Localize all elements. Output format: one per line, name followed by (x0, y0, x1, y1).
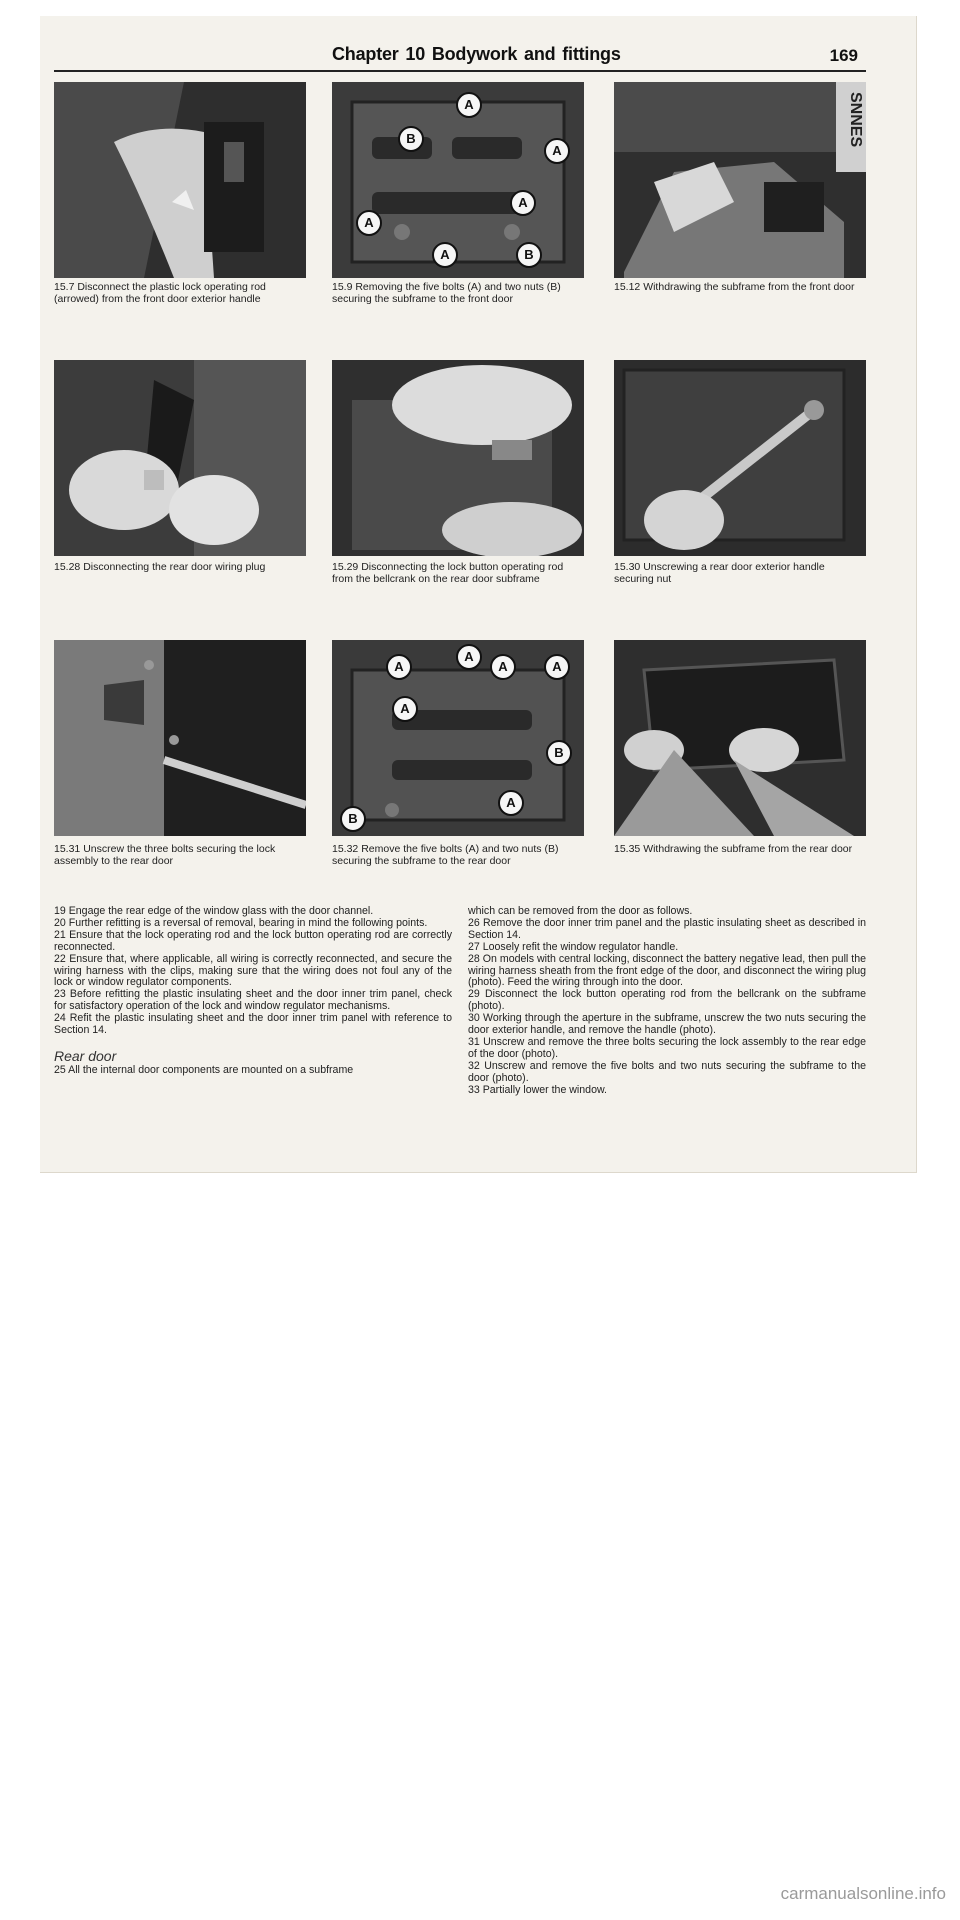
photo-15-32 (332, 640, 584, 836)
door-sticker-text: SNNES (847, 92, 864, 148)
watermark: carmanualsonline.info (780, 1884, 946, 1903)
photo-15-9 (332, 82, 584, 278)
paragraph: 33 Partially lower the window. (468, 1083, 607, 1096)
page-header (54, 40, 866, 72)
photo-15-31 (54, 640, 306, 836)
photo-caption: 15.28 Disconnecting the rear door wiring plug (54, 561, 266, 573)
callout-a: A (498, 790, 524, 816)
paragraph: 32 Unscrew and remove the five bolts and two nuts securing the subframe to the door (photo). (468, 1059, 866, 1084)
paragraph: 28 On models with central locking, disconnect the battery negative lead, then pull the wiring harness sheath from the front edge of the door, and disconnect the wiring plug (photo). Feed the wiring through into the door. (468, 952, 866, 989)
photo-caption: 15.35 Withdrawing the subframe from the rear door (614, 843, 853, 855)
photo-15-28 (54, 360, 306, 556)
callout-a: A (386, 654, 412, 680)
body-column-right (468, 906, 866, 1097)
paragraph: 23 Before refitting the plastic insulating sheet and the door inner trim panel, check for satisfactory operation of the lock and window regulator mechanisms. (54, 988, 452, 1013)
photo-caption: 15.12 Withdrawing the subframe from the front door (614, 281, 855, 293)
photo-caption: 15.7 Disconnect the plastic lock operating rod (arrowed) from the front door exterior handle (54, 281, 266, 305)
photo-caption: 15.31 Unscrew the three bolts securing the lock assembly to the rear door (54, 843, 276, 867)
paragraph: 21 Ensure that the lock operating rod and the lock button operating rod are correctly reconnected. (54, 928, 452, 953)
paragraph: 24 Refit the plastic insulating sheet and the door inner trim panel with reference to Section 14. (54, 1012, 452, 1037)
photo-caption: 15.29 Disconnecting the lock button operating rod from the bellcrank on the rear door subframe (332, 561, 564, 585)
callout-a: A (456, 644, 482, 670)
photo-15-35 (614, 640, 866, 836)
callout-a: A (432, 242, 458, 268)
paragraph: 31 Unscrew and remove the three bolts securing the lock assembly to the rear edge of the door (photo). (468, 1035, 866, 1060)
callout-a: A (544, 654, 570, 680)
callout-a: A (356, 210, 382, 236)
callout-a: A (456, 92, 482, 118)
photo-15-30 (614, 360, 866, 556)
callout-b: B (516, 242, 542, 268)
photo-caption: 15.9 Removing the five bolts (A) and two nuts (B) securing the subframe to the front door (332, 281, 561, 305)
callout-b: B (340, 806, 366, 832)
paragraph: 22 Ensure that, where applicable, all wiring is correctly reconnected, and secure the wiring harness with the clips, making sure that the wiring does not foul any of the lock or window regulator components. (54, 952, 452, 989)
body-column-left (54, 906, 452, 1077)
paragraph: 27 Loosely refit the window regulator handle. (468, 940, 679, 953)
callout-a: A (490, 654, 516, 680)
photo-15-29 (332, 360, 584, 556)
photo-15-12 (614, 82, 866, 278)
photo-15-7 (54, 82, 306, 278)
paragraph: 19 Engage the rear edge of the window glass with the door channel. (54, 905, 374, 917)
paragraph: 30 Working through the aperture in the subframe, unscrew the two nuts securing the door exterior handle, and remove the handle (photo). (468, 1012, 866, 1037)
paragraph: 20 Further refitting is a reversal of removal, bearing in mind the following points. (54, 916, 428, 929)
callout-b: B (546, 740, 572, 766)
chapter-title: Chapter 10 Bodywork and fittings (332, 44, 621, 64)
section-heading: Rear door (54, 1047, 117, 1064)
page-number: 169 (829, 46, 858, 65)
paragraph: 29 Disconnect the lock button operating rod from the bellcrank on the subframe (photo). (468, 988, 866, 1013)
photo-caption: 15.30 Unscrewing a rear door exterior handle securing nut (614, 561, 825, 585)
paragraph: 26 Remove the door inner trim panel and the plastic insulating sheet as described in Section 14. (468, 916, 866, 941)
callout-a: A (510, 190, 536, 216)
callout-a: A (544, 138, 570, 164)
paragraph: which can be removed from the door as follows. (468, 905, 693, 917)
callout-a: A (392, 696, 418, 722)
callout-b: B (398, 126, 424, 152)
photo-caption: 15.32 Remove the five bolts (A) and two nuts (B) securing the subframe to the rear door (332, 843, 559, 867)
paragraph: 25 All the internal door components are mounted on a subframe (54, 1063, 354, 1076)
